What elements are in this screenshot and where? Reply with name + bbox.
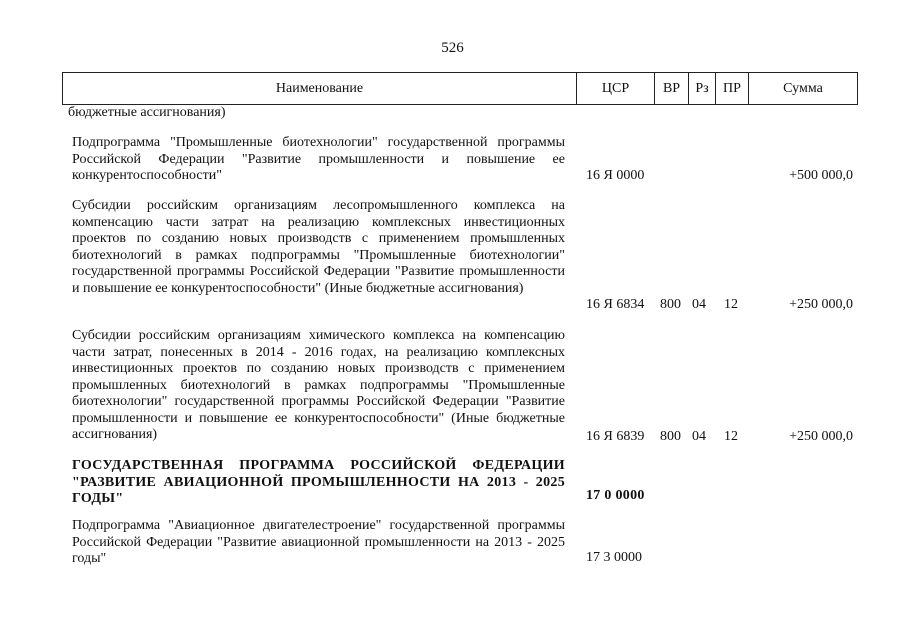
row-rz: 04 <box>692 429 706 444</box>
row-vr: 800 <box>660 429 681 444</box>
row-name: Подпрограмма "Авиационное двигателестроение" государственной программы Российской Федерации "Развитие авиационной промышленности на 2013 - 2025 годы" <box>72 518 565 566</box>
row-vr: 800 <box>660 297 681 312</box>
row-name: ГОСУДАРСТВЕННАЯ ПРОГРАММА РОССИЙСКОЙ ФЕДЕРАЦИИ "РАЗВИТИЕ АВИАЦИОННОЙ ПРОМЫШЛЕННОСТИ НА 2013 - 2025 ГОДЫ" <box>72 458 565 506</box>
page-number: 526 <box>441 40 464 56</box>
header-sum: Сумма <box>783 80 823 96</box>
header-csr: ЦСР <box>577 73 655 104</box>
row-csr: 17 0 0000 <box>586 488 645 503</box>
row-csr: 16 Я 0000 <box>586 168 645 183</box>
table-header <box>62 72 858 105</box>
row-sum: +250 000,0 <box>789 297 853 312</box>
row-name: Субсидии российским организациям химического комплекса на компенсацию части затрат, понесенных в 2014 - 2016 годах, на реализацию комплексных инвестиционных проектов по созданию новых производств с применением промышленных биотехнологий в рамках подпрограммы "Промышленные биотехнологии" государственной программы Российской Федерации "Развитие промышленности и повышение ее конкурентоспособности" (Иные бюджетные ассигнования) <box>72 328 565 442</box>
row-csr: 16 Я 6834 <box>586 297 645 312</box>
row-name: Субсидии российским организациям лесопромышленного комплекса на компенсацию части затрат на реализацию комплексных инвестиционных проектов по созданию новых производств с применением промышленных биотехнологий в рамках подпрограммы "Промышленные биотехнологии" государственной программы Российской Федерации "Развитие промышленности и повышение ее конкурентоспособности" (Иные бюджетные ассигнования) <box>72 198 565 296</box>
header-name: Наименование <box>63 73 577 104</box>
row-sum: +500 000,0 <box>789 168 853 183</box>
row-pr: 12 <box>724 297 738 312</box>
header-rz: Рз <box>689 73 716 104</box>
row-sum: +250 000,0 <box>789 429 853 444</box>
row-rz: 04 <box>692 297 706 312</box>
row-name: бюджетные ассигнования) <box>68 105 226 120</box>
header-vr: ВР <box>655 73 689 104</box>
row-pr: 12 <box>724 429 738 444</box>
header-pr: ПР <box>716 73 749 104</box>
row-csr: 16 Я 6839 <box>586 429 645 444</box>
row-csr: 17 3 0000 <box>586 550 642 565</box>
row-name: Подпрограмма "Промышленные биотехнологии" государственной программы Российской Федерации "Развитие промышленности и повышение ее конкурентоспособности" <box>72 135 565 183</box>
